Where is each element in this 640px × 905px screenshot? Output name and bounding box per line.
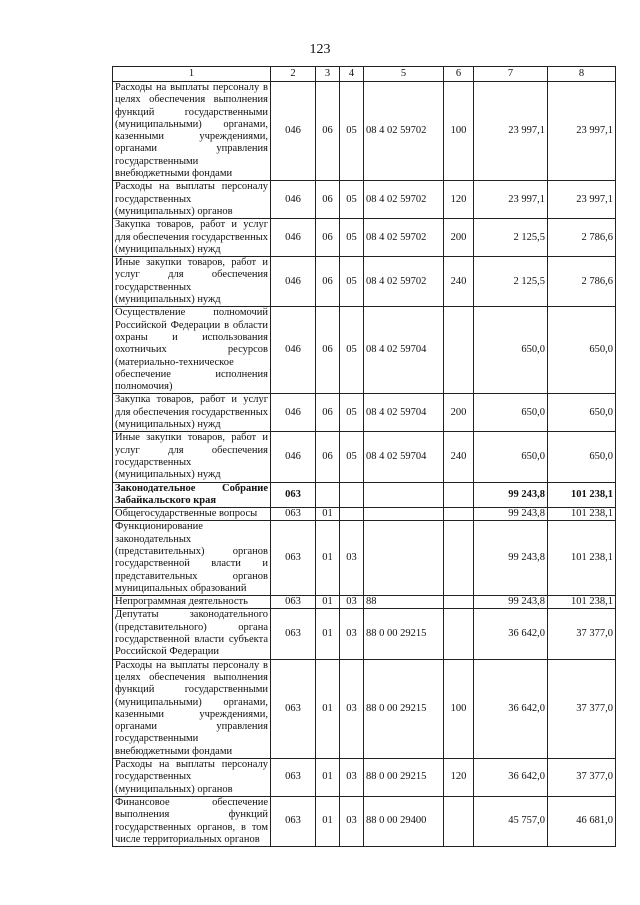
section-cell: 01 — [316, 521, 340, 596]
expense-name-cell: Расходы на выплаты персоналу в целях обеспечения выполнения функций государственными (муниципальными) органами, казенными учреждениями, органами управления государственными внебюджетными фондами — [113, 82, 271, 181]
admin-code-cell: 063 — [271, 521, 316, 596]
target-article-cell: 08 4 02 59704 — [364, 432, 444, 482]
target-article-cell: 08 4 02 59702 — [364, 181, 444, 219]
amount-year2-cell: 101 238,1 — [548, 521, 616, 596]
expense-type-cell — [444, 521, 474, 596]
expense-type-cell: 100 — [444, 82, 474, 181]
amount-year1-cell: 99 243,8 — [474, 508, 548, 521]
section-cell: 06 — [316, 82, 340, 181]
admin-code-cell: 046 — [271, 82, 316, 181]
amount-year2-cell: 101 238,1 — [548, 508, 616, 521]
table-row — [113, 432, 616, 482]
subsection-cell: 05 — [340, 307, 364, 394]
target-article-cell — [364, 508, 444, 521]
table-row — [113, 759, 616, 797]
amount-year2-cell: 101 238,1 — [548, 596, 616, 609]
expense-name-cell: Осуществление полномочий Российской Федерации в области охраны и использования охотничьих ресурсов (материально-техническое обеспечение исполнения полномочия) — [113, 307, 271, 394]
target-article-cell: 88 — [364, 596, 444, 609]
expense-type-cell — [444, 796, 474, 846]
amount-year1-cell: 23 997,1 — [474, 181, 548, 219]
subsection-cell: 03 — [340, 609, 364, 659]
amount-year2-cell: 37 377,0 — [548, 609, 616, 659]
table-row — [113, 394, 616, 432]
section-cell: 06 — [316, 394, 340, 432]
table-row — [113, 508, 616, 521]
amount-year2-cell: 37 377,0 — [548, 759, 616, 797]
expense-name-cell: Непрограммная деятельность — [113, 596, 271, 609]
table-row — [113, 307, 616, 394]
budget-table — [112, 66, 616, 847]
table-row — [113, 796, 616, 846]
target-article-cell: 08 4 02 59704 — [364, 307, 444, 394]
table-row — [113, 659, 616, 758]
target-article-cell: 88 0 00 29215 — [364, 659, 444, 758]
amount-year2-cell: 23 997,1 — [548, 82, 616, 181]
subsection-cell: 03 — [340, 521, 364, 596]
section-cell: 01 — [316, 659, 340, 758]
expense-type-cell — [444, 596, 474, 609]
expense-name-cell: Закупка товаров, работ и услуг для обеспечения государственных (муниципальных) нужд — [113, 219, 271, 257]
target-article-cell: 08 4 02 59704 — [364, 394, 444, 432]
subsection-cell: 05 — [340, 432, 364, 482]
expense-type-cell: 120 — [444, 181, 474, 219]
expense-name-cell: Депутаты законодательного (представительного) органа государственной власти субъекта Российской Федерации — [113, 609, 271, 659]
page-number: 123 — [309, 42, 331, 57]
section-cell: 06 — [316, 181, 340, 219]
amount-year2-cell: 2 786,6 — [548, 257, 616, 307]
expense-name-cell: Иные закупки товаров, работ и услуг для обеспечения государственных (муниципальных) нужд — [113, 257, 271, 307]
expense-type-cell — [444, 508, 474, 521]
admin-code-cell: 063 — [271, 796, 316, 846]
admin-code-cell: 046 — [271, 307, 316, 394]
subsection-cell: 03 — [340, 796, 364, 846]
expense-name-cell: Общегосударственные вопросы — [113, 508, 271, 521]
expense-name-cell: Расходы на выплаты персоналу государственных (муниципальных) органов — [113, 181, 271, 219]
amount-year1-cell: 2 125,5 — [474, 219, 548, 257]
table-row — [113, 219, 616, 257]
target-article-cell: 88 0 00 29215 — [364, 759, 444, 797]
table-row — [113, 482, 616, 508]
amount-year1-cell: 650,0 — [474, 432, 548, 482]
admin-code-cell: 063 — [271, 482, 316, 508]
header-cell: 2 — [271, 67, 316, 82]
header-cell: 7 — [474, 67, 548, 82]
admin-code-cell: 063 — [271, 759, 316, 797]
target-article-cell — [364, 482, 444, 508]
admin-code-cell: 046 — [271, 219, 316, 257]
expense-type-cell: 200 — [444, 219, 474, 257]
target-article-cell: 88 0 00 29400 — [364, 796, 444, 846]
expense-name-cell: Функционирование законодательных (представительных) органов государственной власти и представительных органов муниципальных образований — [113, 521, 271, 596]
admin-code-cell: 046 — [271, 432, 316, 482]
target-article-cell — [364, 521, 444, 596]
admin-code-cell: 046 — [271, 257, 316, 307]
section-cell — [316, 482, 340, 508]
subsection-cell: 03 — [340, 759, 364, 797]
admin-code-cell: 063 — [271, 609, 316, 659]
section-cell: 06 — [316, 432, 340, 482]
admin-code-cell: 046 — [271, 394, 316, 432]
header-cell: 3 — [316, 67, 340, 82]
subsection-cell: 05 — [340, 82, 364, 181]
header-cell: 6 — [444, 67, 474, 82]
section-cell: 06 — [316, 307, 340, 394]
expense-name-cell: Закупка товаров, работ и услуг для обеспечения государственных (муниципальных) нужд — [113, 394, 271, 432]
amount-year2-cell: 46 681,0 — [548, 796, 616, 846]
expense-type-cell — [444, 482, 474, 508]
target-article-cell: 08 4 02 59702 — [364, 82, 444, 181]
amount-year2-cell: 650,0 — [548, 394, 616, 432]
subsection-cell: 05 — [340, 219, 364, 257]
amount-year1-cell: 36 642,0 — [474, 609, 548, 659]
table-row — [113, 181, 616, 219]
section-cell: 01 — [316, 596, 340, 609]
subsection-cell: 03 — [340, 659, 364, 758]
header-cell: 4 — [340, 67, 364, 82]
section-cell: 01 — [316, 609, 340, 659]
table-row — [113, 521, 616, 596]
table-row — [113, 609, 616, 659]
admin-code-cell: 063 — [271, 659, 316, 758]
expense-type-cell: 240 — [444, 432, 474, 482]
expense-type-cell — [444, 609, 474, 659]
expense-type-cell: 200 — [444, 394, 474, 432]
amount-year2-cell: 650,0 — [548, 432, 616, 482]
subsection-cell — [340, 482, 364, 508]
section-cell: 06 — [316, 219, 340, 257]
section-cell: 01 — [316, 759, 340, 797]
expense-type-cell: 120 — [444, 759, 474, 797]
amount-year1-cell: 99 243,8 — [474, 521, 548, 596]
target-article-cell: 88 0 00 29215 — [364, 609, 444, 659]
amount-year1-cell: 2 125,5 — [474, 257, 548, 307]
amount-year1-cell: 23 997,1 — [474, 82, 548, 181]
amount-year1-cell: 650,0 — [474, 394, 548, 432]
subsection-cell — [340, 508, 364, 521]
subsection-cell: 05 — [340, 257, 364, 307]
expense-name-cell: Законодательное Собрание Забайкальского края — [113, 482, 271, 508]
section-cell: 06 — [316, 257, 340, 307]
expense-name-cell: Финансовое обеспечение выполнения функций государственных органов, в том числе территориальных органов — [113, 796, 271, 846]
subsection-cell: 03 — [340, 596, 364, 609]
admin-code-cell: 046 — [271, 181, 316, 219]
amount-year1-cell: 99 243,8 — [474, 596, 548, 609]
section-cell: 01 — [316, 508, 340, 521]
expense-name-cell: Иные закупки товаров, работ и услуг для обеспечения государственных (муниципальных) нужд — [113, 432, 271, 482]
subsection-cell: 05 — [340, 394, 364, 432]
admin-code-cell: 063 — [271, 508, 316, 521]
header-cell: 8 — [548, 67, 616, 82]
expense-name-cell: Расходы на выплаты персоналу в целях обеспечения выполнения функций государственными (муниципальными) органами, казенными учреждениями, органами управления государственными внебюджетными фондами — [113, 659, 271, 758]
subsection-cell: 05 — [340, 181, 364, 219]
section-cell: 01 — [316, 796, 340, 846]
amount-year1-cell: 36 642,0 — [474, 759, 548, 797]
table-row — [113, 82, 616, 181]
amount-year2-cell: 650,0 — [548, 307, 616, 394]
expense-type-cell: 100 — [444, 659, 474, 758]
target-article-cell: 08 4 02 59702 — [364, 257, 444, 307]
amount-year2-cell: 101 238,1 — [548, 482, 616, 508]
target-article-cell: 08 4 02 59702 — [364, 219, 444, 257]
expense-type-cell — [444, 307, 474, 394]
admin-code-cell: 063 — [271, 596, 316, 609]
expense-type-cell: 240 — [444, 257, 474, 307]
amount-year2-cell: 37 377,0 — [548, 659, 616, 758]
table-row — [113, 596, 616, 609]
amount-year2-cell: 2 786,6 — [548, 219, 616, 257]
header-cell: 1 — [113, 67, 271, 82]
amount-year2-cell: 23 997,1 — [548, 181, 616, 219]
amount-year1-cell: 45 757,0 — [474, 796, 548, 846]
header-cell: 5 — [364, 67, 444, 82]
table-row — [113, 257, 616, 307]
amount-year1-cell: 36 642,0 — [474, 659, 548, 758]
amount-year1-cell: 650,0 — [474, 307, 548, 394]
expense-name-cell: Расходы на выплаты персоналу государственных (муниципальных) органов — [113, 759, 271, 797]
header-row — [113, 67, 616, 82]
amount-year1-cell: 99 243,8 — [474, 482, 548, 508]
